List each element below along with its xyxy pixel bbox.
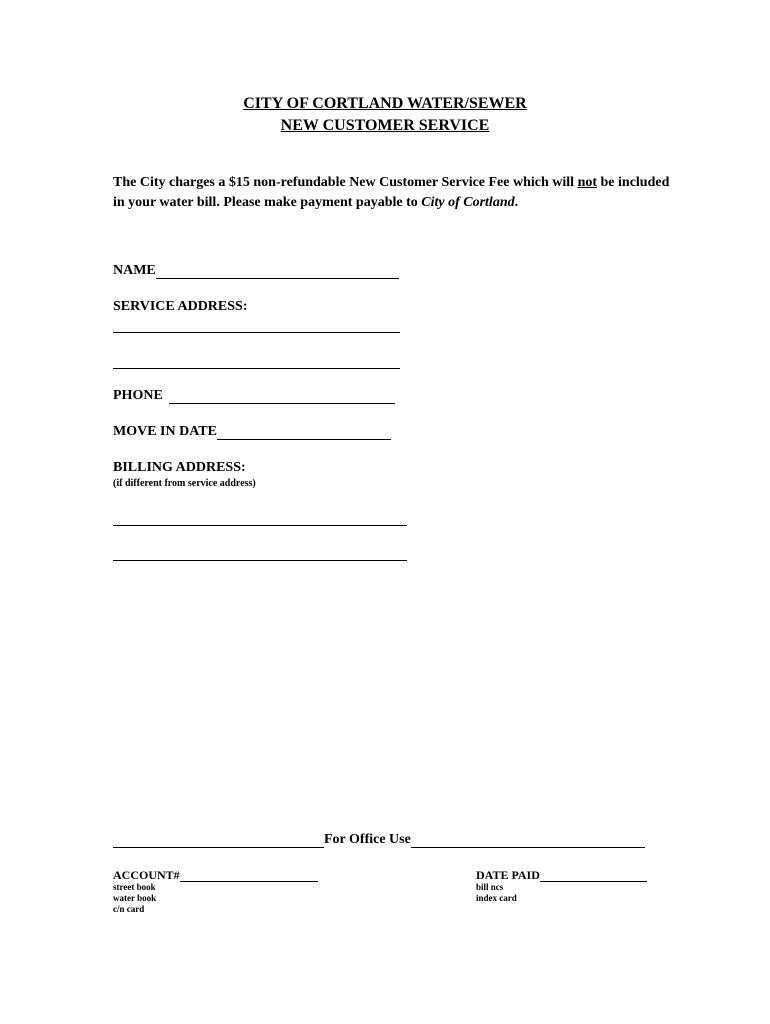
intro-text-2: be included in your water bill. Please make payment payable to: [113, 175, 670, 210]
intro-payee: City of Cortland: [421, 195, 515, 210]
name-label: NAME: [113, 263, 156, 278]
move-in-date-label: MOVE IN DATE: [113, 424, 217, 439]
intro-paragraph: [113, 173, 673, 213]
account-label: ACCOUNT#: [113, 868, 180, 882]
account-input-line[interactable]: [180, 880, 318, 882]
office-item-cn-card: c/n card: [113, 904, 145, 914]
service-address-line-2[interactable]: [113, 367, 400, 369]
billing-address-line-1[interactable]: [113, 524, 407, 526]
date-paid-field: [476, 868, 647, 882]
service-address-label: SERVICE ADDRESS:: [113, 299, 248, 314]
office-use-rule-right: [411, 846, 645, 848]
move-in-date-field: [113, 424, 391, 440]
office-item-bill-ncs: bill ncs: [476, 882, 504, 892]
form-title-line1: CITY OF CORTLAND WATER/SEWER: [243, 95, 527, 112]
billing-address-line-2[interactable]: [113, 559, 407, 561]
office-use-rule-left: [113, 846, 324, 848]
billing-address-note: (if different from service address): [113, 478, 256, 489]
office-item-street-book: street book: [113, 882, 156, 892]
name-input-line[interactable]: [156, 277, 399, 279]
intro-text-3: .: [514, 195, 519, 210]
intro-text-1: The City charges a $15 non-refundable New Customer Service Fee which will: [113, 175, 578, 190]
phone-label: PHONE: [113, 388, 163, 403]
office-item-index-card: index card: [476, 893, 517, 903]
date-paid-label: DATE PAID: [476, 868, 540, 882]
billing-address-label: BILLING ADDRESS:: [113, 460, 246, 475]
name-field: [113, 263, 399, 279]
office-right-list: [476, 882, 517, 904]
date-paid-input-line[interactable]: [540, 880, 647, 882]
service-address-line-1[interactable]: [113, 331, 400, 333]
office-item-water-book: water book: [113, 893, 157, 903]
form-title-line2: NEW CUSTOMER SERVICE: [280, 117, 490, 134]
phone-field: [113, 388, 395, 404]
office-use-heading-row: [113, 832, 645, 848]
account-field: [113, 868, 318, 882]
intro-emphasis: not: [577, 175, 598, 190]
phone-input-line[interactable]: [169, 402, 395, 404]
move-in-date-input-line[interactable]: [217, 438, 391, 440]
office-left-list: [113, 882, 156, 915]
office-use-heading: For Office Use: [324, 832, 411, 847]
